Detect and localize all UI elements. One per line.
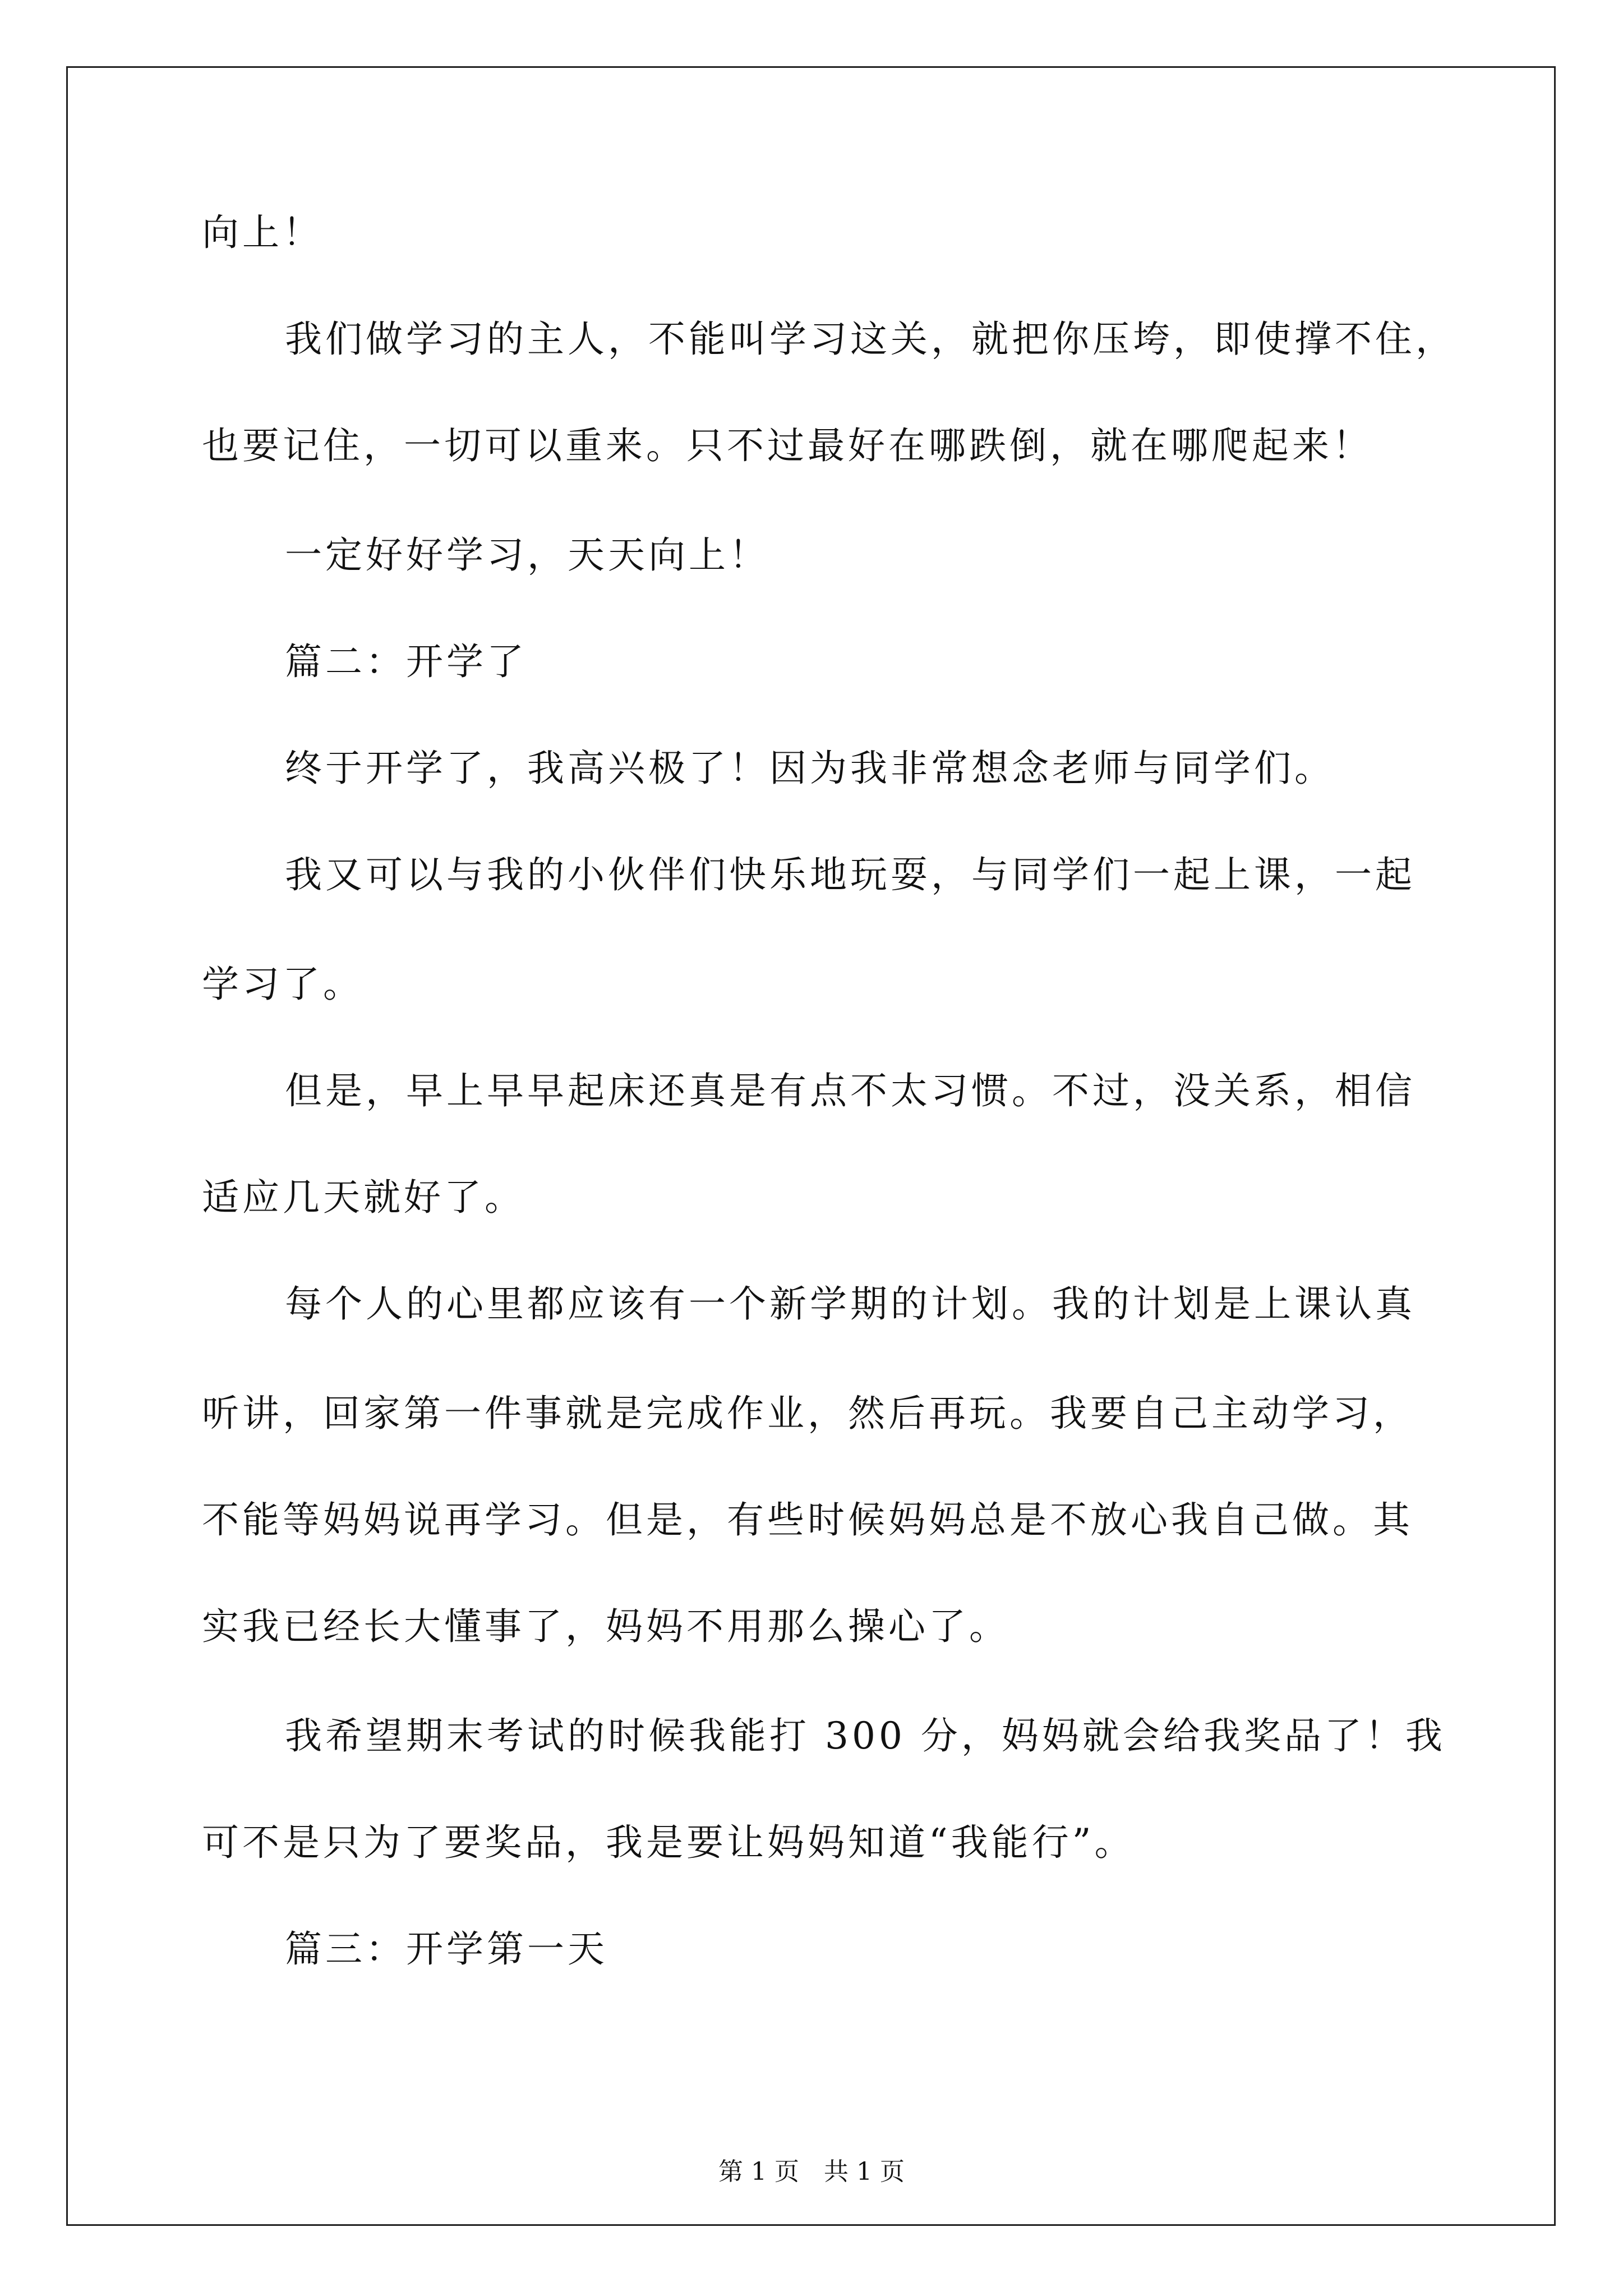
- section-heading: 篇三：开学第一天: [285, 1927, 608, 1971]
- text-line: 学习了。: [202, 963, 363, 1006]
- text-line: 终于开学了，我高兴极了！因为我非常想念老师与同学们。: [285, 747, 1335, 790]
- text-line: 实我已经长大懂事了，妈妈不用那么操心了。: [202, 1605, 1009, 1648]
- text-line: 我希望期末考试的时候我能打 300 分，妈妈就会给我奖品了！我: [285, 1714, 1446, 1757]
- text-line: 听讲，回家第一件事就是完成作业，然后再玩。我要自己主动学习，: [202, 1392, 1413, 1435]
- page-footer: [0, 2155, 1623, 2189]
- text-line: 向上！: [202, 211, 323, 254]
- text-line: 但是，早上早早起床还真是有点不太习惯。不过，没关系，相信: [285, 1069, 1415, 1112]
- page-number: 第 1 页: [718, 2157, 799, 2186]
- text-line: 每个人的心里都应该有一个新学期的计划。我的计划是上课认真: [285, 1282, 1415, 1326]
- text-line: 一定好好学习，天天向上！: [285, 533, 769, 577]
- text-line: 适应几天就好了。: [202, 1176, 525, 1219]
- page-total: 共 1 页: [824, 2157, 905, 2186]
- text-line: 我们做学习的主人，不能叫学习这关，就把你压垮，即使撑不住，: [285, 318, 1456, 361]
- text-line: 也要记住，一切可以重来。只不过最好在哪跌倒，就在哪爬起来！: [202, 424, 1373, 467]
- text-line: 不能等妈妈说再学习。但是，有些时候妈妈总是不放心我自己做。其: [202, 1498, 1413, 1542]
- text-line: 我又可以与我的小伙伴们快乐地玩耍，与同学们一起上课，一起: [285, 853, 1415, 896]
- text-line: 可不是只为了要奖品，我是要让妈妈知道“我能行”。: [202, 1821, 1135, 1864]
- section-heading: 篇二：开学了: [285, 640, 527, 683]
- page-border: [66, 66, 1556, 2226]
